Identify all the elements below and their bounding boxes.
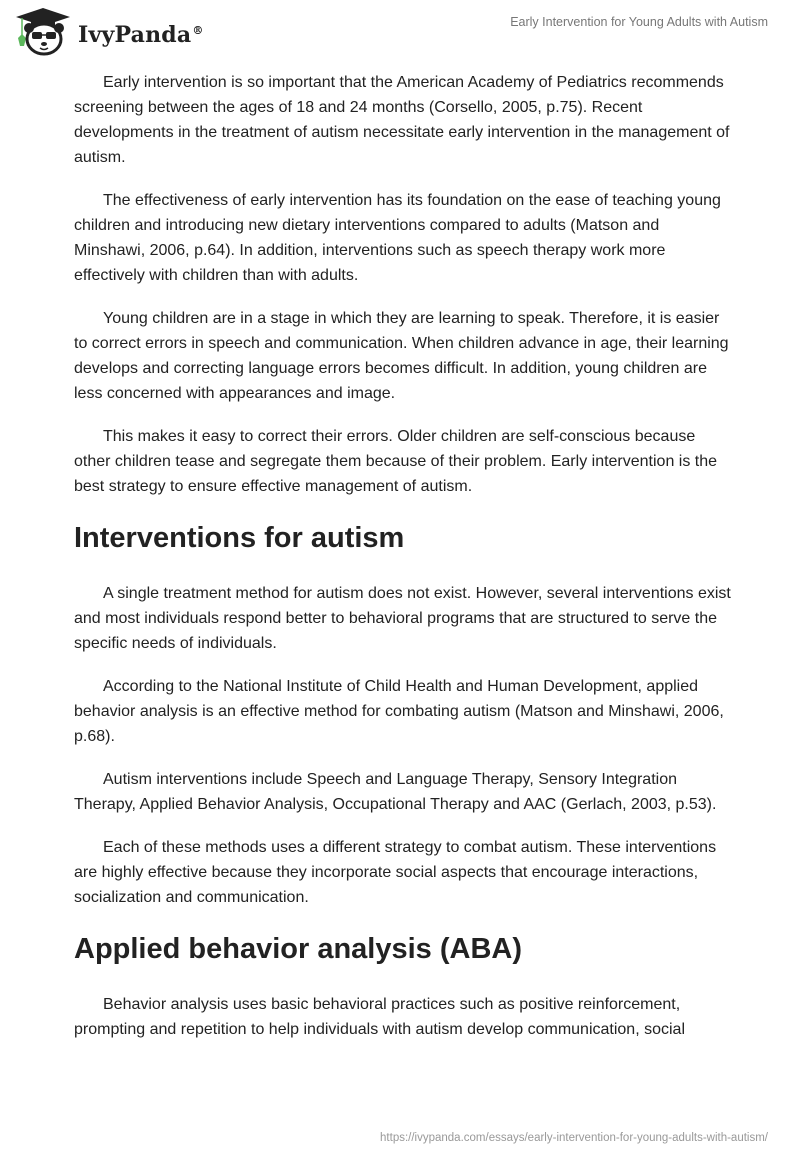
ivypanda-logo[interactable] (14, 6, 204, 56)
paragraph: A single treatment method for autism does not exist. However, several interventions exist and most individuals respond better to behavioral programs that are structured to serve the specific needs of individuals. (74, 585, 731, 652)
section-heading: Applied behavior analysis (ABA) (74, 933, 522, 965)
paragraph: Behavior analysis uses basic behavioral practices such as positive reinforcement, prompting and repetition to help individuals with autism develop communication, social (74, 996, 685, 1038)
logo-wordmark: IvyPanda® (78, 22, 204, 48)
essay-body (74, 70, 734, 1060)
paragraph: The effectiveness of early intervention has its foundation on the ease of teaching young children and introducing new dietary interventions compared to adults (Matson and Minshawi, 2006, p.64). In addition, interventions such as speech therapy work more effectively with children than with adults. (74, 192, 721, 284)
paragraph: Early intervention is so important that the American Academy of Pediatrics recommends screening between the ages of 18 and 24 months (Corsello, 2005, p.75). Recent developments in the treatment of autism necessitate early intervention in the management of autism. (74, 74, 730, 166)
document-title: Early Intervention for Young Adults with Autism (510, 15, 768, 29)
panda-graduate-icon (14, 6, 72, 56)
paragraph: Autism interventions include Speech and Language Therapy, Sensory Integration Therapy, Applied Behavior Analysis, Occupational Therapy and AAC (Gerlach, 2003, p.53). (74, 771, 717, 813)
paragraph: According to the National Institute of Child Health and Human Development, applied behavior analysis is an effective method for combating autism (Matson and Minshawi, 2006, p.68). (74, 678, 724, 745)
page-header (0, 0, 800, 62)
paragraph: This makes it easy to correct their errors. Older children are self-conscious because other children tease and segregate them because of their problem. Early intervention is the best strategy to ensure effective management of autism. (74, 428, 718, 495)
paragraph: Each of these methods uses a different strategy to combat autism. These interventions are highly effective because they incorporate social aspects that encourage interactions, socialization and communication. (74, 839, 717, 906)
paragraph: Young children are in a stage in which they are learning to speak. Therefore, it is easier to correct errors in speech and communication. When children advance in age, their learning develops and correcting language errors becomes difficult. In addition, young children are less concerned with appearances and image. (74, 310, 729, 402)
source-url[interactable]: https://ivypanda.com/essays/early-intervention-for-young-adults-with-autism/ (380, 1132, 768, 1144)
section-heading: Interventions for autism (74, 522, 405, 554)
